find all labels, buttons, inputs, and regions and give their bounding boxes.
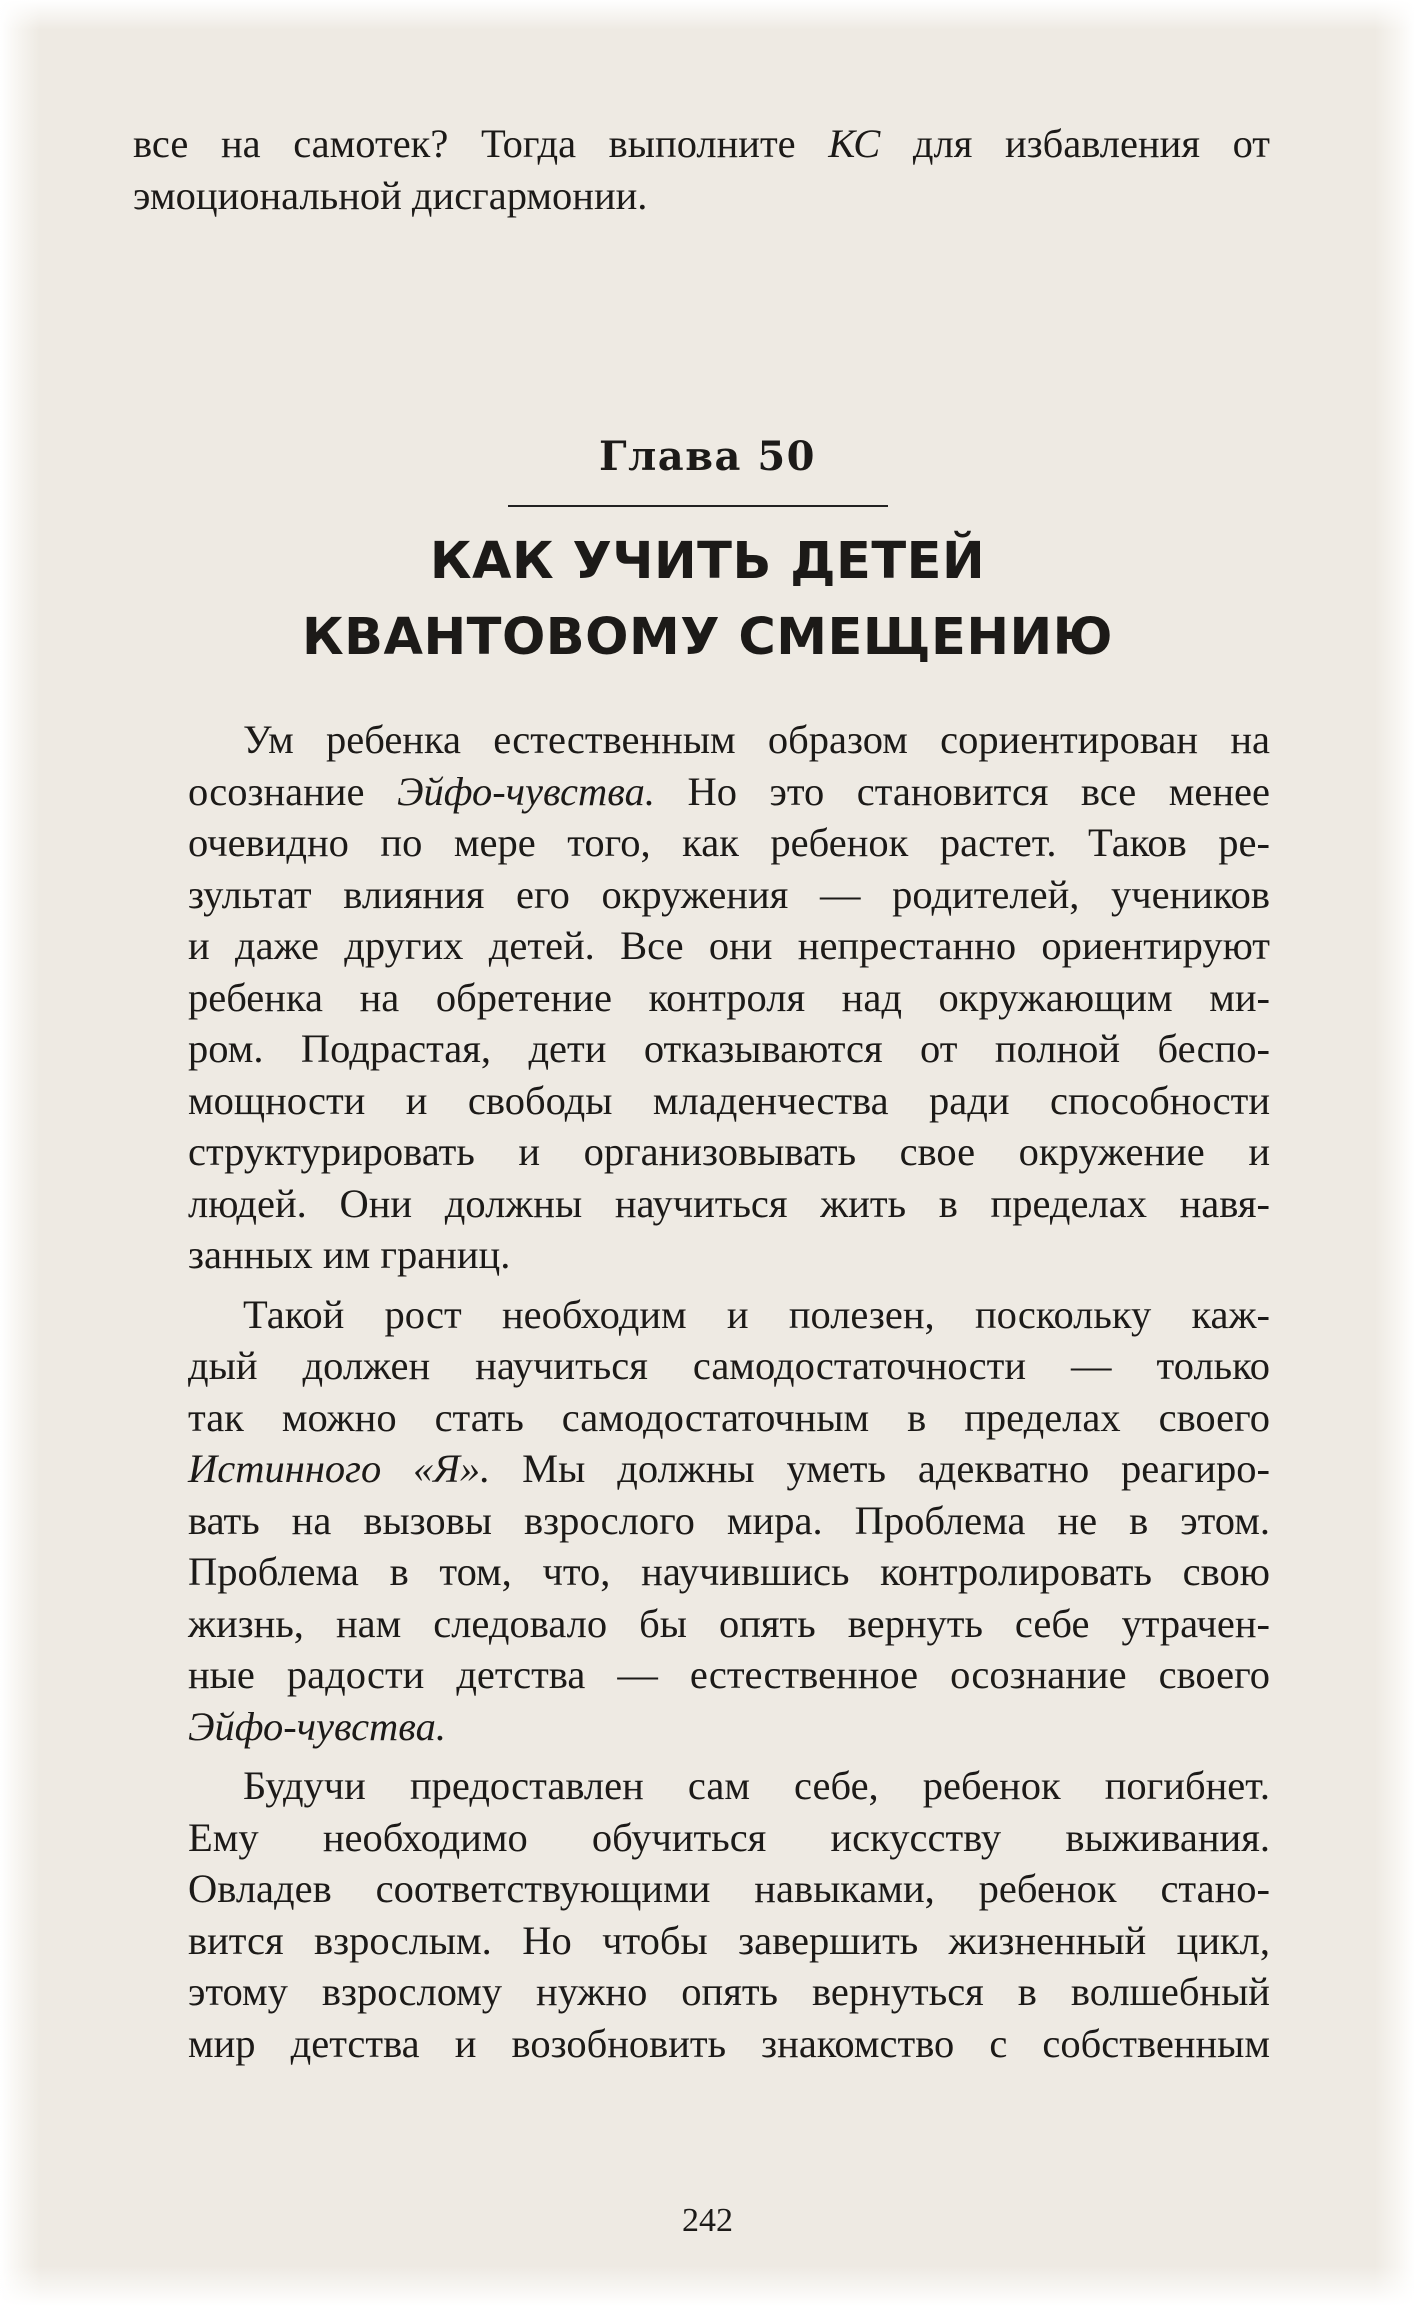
paragraph-line: ром. Подрастая, дети отказываются от полной беспо-	[188, 1026, 1270, 1071]
italic-term: Эйфо-чувства.	[396, 768, 655, 814]
text-run: осознание	[188, 768, 397, 814]
chapter-title-line: КВАНТОВОМУ СМЕЩЕНИЮ	[301, 608, 1114, 667]
text-run: для избавления от	[880, 121, 1270, 166]
paragraph-line: людей. Они должны научиться жить в пределах навя-	[188, 1180, 1270, 1226]
chapter-title	[0, 524, 1415, 676]
intro-line: эмоциональной дисгармонии.	[133, 172, 648, 218]
paragraph-line: зультат влияния его окружения — родителей, учеников	[188, 871, 1270, 917]
chapter-label: Глава 50	[598, 433, 817, 480]
chapter-divider	[508, 505, 888, 507]
paragraph-line: Овладев соответствующими навыками, ребенок стано-	[188, 1866, 1270, 1911]
intro-text	[133, 118, 1270, 221]
text-run: Но это становится все менее	[654, 768, 1270, 814]
page-number: 242	[682, 2202, 733, 2239]
paragraph-line: Ум ребенка естественным образом сориентирован на	[243, 717, 1270, 762]
paragraph	[133, 1289, 1270, 1753]
italic-term: Истинного «Я».	[188, 1446, 491, 1491]
paragraph-line	[133, 766, 1270, 818]
paragraph-line: вать на вызовы взрослого мира. Проблема не в этом.	[188, 1497, 1270, 1543]
paragraph-line: этому взрослому нужно опять вернуться в волшебный	[188, 1969, 1270, 2014]
text-run: все на самотек? Тогда выполните	[133, 121, 829, 166]
paragraph-line: мощности и свободы младенчества ради способности	[188, 1077, 1270, 1123]
paragraph	[133, 1760, 1270, 2069]
italic-term: Эйфо-чувства.	[188, 1703, 446, 1749]
italic-term: КС	[828, 121, 881, 166]
paragraph-line: Ему необходимо обучиться искусству выживания.	[188, 1814, 1270, 1860]
page-edge-bottom	[0, 2266, 1415, 2306]
paragraph-line: Проблема в том, что, научившись контролировать свою	[188, 1549, 1270, 1594]
paragraph-line: так можно стать самодостаточным в пределах своего	[188, 1394, 1270, 1440]
paragraph-line: Будучи предоставлен сам себе, ребенок погибнет.	[243, 1763, 1270, 1808]
paragraph-line: очевидно по мере того, как ребенок растет. Таков ре-	[188, 820, 1270, 865]
chapter-body	[133, 714, 1270, 2069]
paragraph-line: и даже других детей. Все они непрестанно ориентируют	[188, 923, 1270, 968]
intro-line	[133, 118, 1270, 170]
text-run: Мы должны уметь адекватно реагиро-	[490, 1446, 1271, 1491]
paragraph-line: дый должен научиться самодостаточности — только	[188, 1343, 1270, 1388]
page-edge-right	[1375, 0, 1415, 2306]
paragraph-line: ные радости детства — естественное осознание своего	[188, 1652, 1270, 1697]
paragraph-line: Такой рост необходим и полезен, поскольку каж-	[243, 1291, 1270, 1337]
chapter-title-line: КАК УЧИТЬ ДЕТЕЙ	[429, 532, 986, 591]
paragraph-line	[133, 1443, 1270, 1495]
paragraph-line: мир детства и возобновить знакомство с собственным	[188, 2020, 1270, 2066]
paragraph	[133, 714, 1270, 1281]
paragraph-line	[133, 1701, 1270, 1753]
paragraph-line: ребенка на обретение контроля над окружающим ми-	[188, 974, 1270, 1020]
paragraph-line: занных им границ.	[188, 1232, 511, 1277]
page-edge-top	[0, 0, 1415, 30]
page-edge-left	[0, 0, 40, 2306]
paragraph-line: жизнь, нам следовало бы опять вернуть себе утрачен-	[188, 1600, 1270, 1646]
paragraph-line: вится взрослым. Но чтобы завершить жизненный цикл,	[188, 1917, 1270, 1963]
paragraph-line: структурировать и организовывать свое окружение и	[188, 1129, 1270, 1174]
